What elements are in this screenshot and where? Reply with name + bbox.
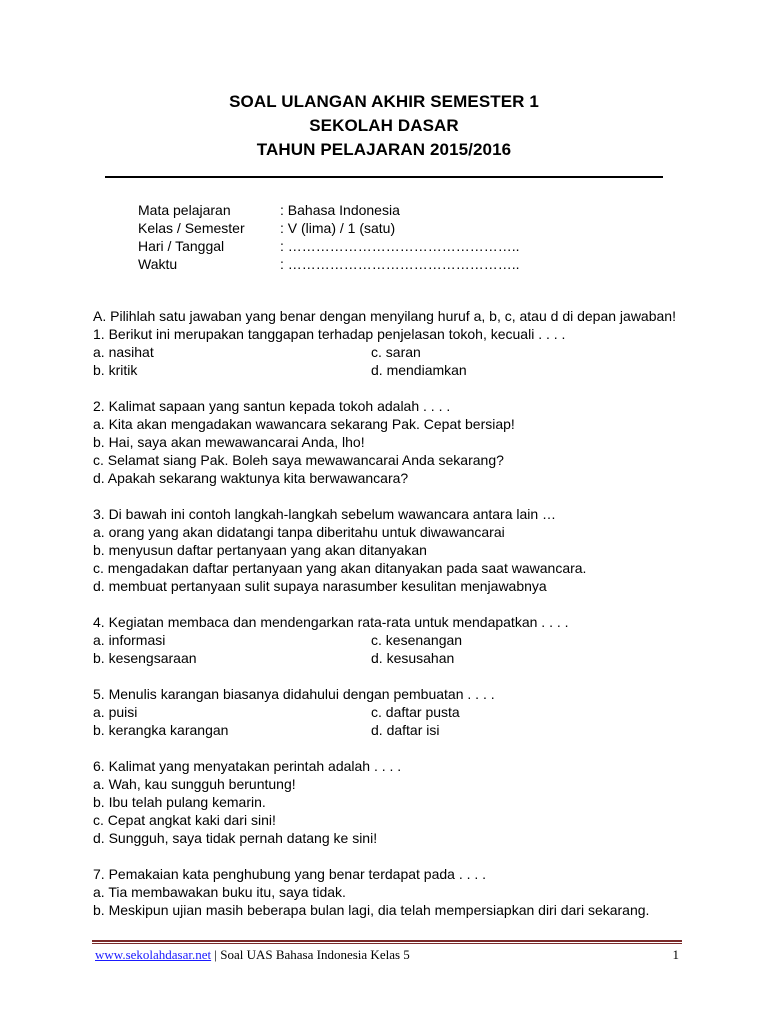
- option-a: a. Wah, kau sungguh beruntung!: [93, 776, 296, 792]
- option-grid: [93, 631, 683, 667]
- question-3: [93, 505, 683, 595]
- option-a: a. puisi: [93, 704, 138, 720]
- page-number: 1: [672, 947, 679, 962]
- title-line-2: SEKOLAH DASAR: [309, 116, 459, 135]
- question-4: [93, 613, 683, 667]
- option-d: d. Sungguh, saya tidak pernah datang ke sini!: [93, 830, 378, 846]
- question-5: [93, 685, 683, 739]
- option-c: c. kesenangan: [371, 632, 463, 648]
- info-row-time: [138, 255, 520, 273]
- exam-content: [93, 307, 683, 919]
- question-text: 2. Kalimat sapaan yang santun kepada tokoh adalah . . . .: [93, 398, 451, 414]
- option-c: c. mengadakan daftar pertanyaan yang akan ditanyakan pada saat wawancara.: [93, 560, 587, 576]
- section-instruction: A. Pilihlah satu jawaban yang benar dengan menyilang huruf a, b, c, atau d di depan jawaban!: [93, 308, 676, 324]
- option-grid: [93, 343, 683, 379]
- option-c: c. saran: [371, 344, 421, 360]
- footer-title: | Soal UAS Bahasa Indonesia Kelas 5: [211, 947, 410, 962]
- option-a: a. nasihat: [93, 344, 154, 360]
- info-value: : V (lima) / 1 (satu): [280, 220, 396, 236]
- option-a: a. orang yang akan didatangi tanpa diberitahu untuk diwawancarai: [93, 524, 505, 540]
- footer-rule-thin: [92, 943, 682, 944]
- footer-left: [95, 946, 410, 964]
- info-label: Mata pelajaran: [138, 202, 231, 218]
- info-value: : …………………………………………..: [280, 238, 520, 254]
- question-2: [93, 397, 683, 487]
- question-text: 4. Kegiatan membaca dan mendengarkan rata-rata untuk mendapatkan . . . .: [93, 614, 569, 630]
- option-b: b. menyusun daftar pertanyaan yang akan ditanyakan: [93, 542, 427, 558]
- info-value: : Bahasa Indonesia: [280, 202, 400, 218]
- title-line-1: SOAL ULANGAN AKHIR SEMESTER 1: [229, 92, 539, 111]
- option-d: d. daftar isi: [371, 722, 440, 738]
- option-b: b. Hai, saya akan mewawancarai Anda, lho!: [93, 434, 365, 450]
- option-c: c. daftar pusta: [371, 704, 460, 720]
- option-d: d. kesusahan: [371, 650, 455, 666]
- header-divider: [105, 176, 663, 178]
- info-row-date: [138, 237, 520, 255]
- document-title: [0, 90, 768, 162]
- info-label: Waktu: [138, 256, 178, 272]
- option-d: d. Apakah sekarang waktunya kita berwawancara?: [93, 470, 409, 486]
- question-text: 3. Di bawah ini contoh langkah-langkah sebelum wawancara antara lain …: [93, 506, 557, 522]
- option-d: d. mendiamkan: [371, 362, 467, 378]
- option-a: a. Kita akan mengadakan wawancara sekarang Pak. Cepat bersiap!: [93, 416, 515, 432]
- option-c: c. Cepat angkat kaki dari sini!: [93, 812, 276, 828]
- exam-info-table: [138, 201, 520, 273]
- option-a: a. Tia membawakan buku itu, saya tidak.: [93, 884, 346, 900]
- option-b: b. Meskipun ujian masih beberapa bulan lagi, dia telah mempersiapkan diri dari sekarang.: [93, 902, 650, 918]
- info-label: Kelas / Semester: [138, 220, 245, 236]
- question-7: [93, 865, 683, 919]
- option-b: b. kritik: [93, 362, 138, 378]
- info-row-class: [138, 219, 520, 237]
- question-text: 7. Pemakaian kata penghubung yang benar terdapat pada . . . .: [93, 866, 487, 882]
- option-b: b. kesengsaraan: [93, 650, 197, 666]
- info-row-subject: [138, 201, 520, 219]
- title-line-3: TAHUN PELAJARAN 2015/2016: [256, 140, 512, 159]
- option-grid: [93, 703, 683, 739]
- question-6: [93, 757, 683, 847]
- option-c: c. Selamat siang Pak. Boleh saya mewawancarai Anda sekarang?: [93, 452, 504, 468]
- info-value: : …………………………………………..: [280, 256, 520, 272]
- question-text: 5. Menulis karangan biasanya didahului dengan pembuatan . . . .: [93, 686, 495, 702]
- option-d: d. membuat pertanyaan sulit supaya narasumber kesulitan menjawabnya: [93, 578, 547, 594]
- question-text: 1. Berikut ini merupakan tanggapan terhadap penjelasan tokoh, kecuali . . . .: [93, 326, 566, 342]
- question-1: [93, 325, 683, 379]
- info-label: Hari / Tanggal: [138, 238, 225, 254]
- footer-rule-thick: [92, 940, 682, 942]
- website-link[interactable]: www.sekolahdasar.net: [95, 947, 212, 962]
- option-b: b. kerangka karangan: [93, 722, 229, 738]
- page-footer: [95, 946, 679, 964]
- option-a: a. informasi: [93, 632, 166, 648]
- option-b: b. Ibu telah pulang kemarin.: [93, 794, 266, 810]
- question-text: 6. Kalimat yang menyatakan perintah adalah . . . .: [93, 758, 402, 774]
